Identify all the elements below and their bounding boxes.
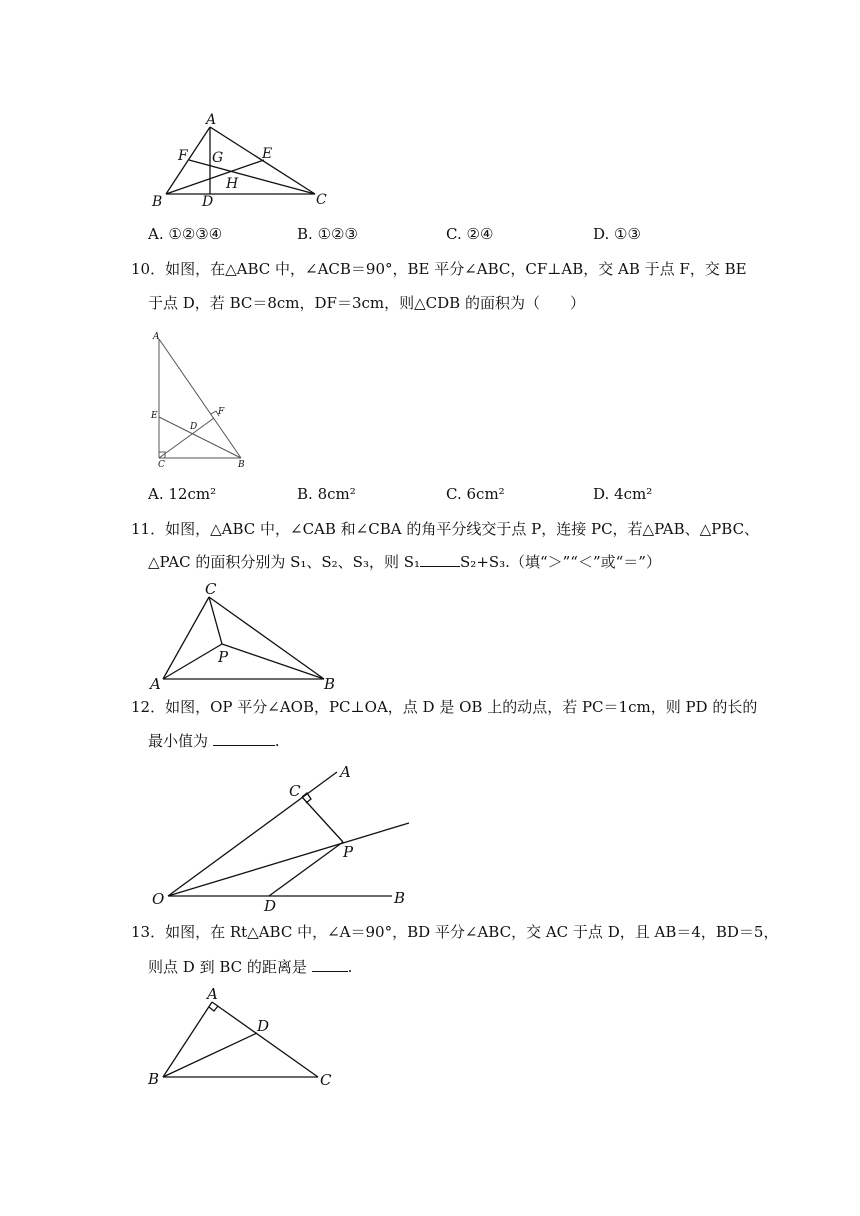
q9-option-c: C. ②④ (446, 225, 494, 243)
q10-option-d: D. 4cm² (593, 485, 653, 503)
q12-text-line1: 12．如图，OP 平分∠AOB，PC⊥OA，点 D 是 OB 上的动点，若 PC＝1cm，则 PD 的长的 (131, 698, 758, 716)
q10-label-b: B (238, 460, 245, 470)
q10-label-a: A (153, 332, 160, 342)
q9-label-g: G (212, 150, 224, 166)
q11-text-line1: 11．如图，△ABC 中，∠CAB 和∠CBA 的角平分线交于点 P，连接 PC，若△PAB、△PBC、 (131, 520, 760, 538)
q10-label-f: F (218, 407, 225, 417)
q9-option-b: B. ①②③ (297, 225, 358, 243)
q9-label-f: F (178, 148, 188, 164)
q9-label-b: B (152, 194, 163, 210)
q10-label-e: E (151, 411, 158, 421)
q13-text-line2: 则点 D 到 BC 的距离是 . (148, 958, 353, 976)
q12-label-p: P (343, 843, 354, 861)
q12-label-c: C (289, 782, 301, 800)
q11-label-c: C (205, 580, 217, 598)
q11-label-p: P (218, 648, 229, 666)
q10-option-a: A. 12cm² (148, 485, 217, 503)
q9-label-a: A (206, 112, 217, 128)
q13-label-c: C (320, 1071, 332, 1089)
q12-text-line2: 最小值为 . (148, 732, 280, 750)
q10-text-line1: 10．如图，在△ABC 中，∠ACB＝90°，BE 平分∠ABC，CF⊥AB，交 AB 于点 F，交 BE (131, 260, 747, 278)
q11-label-b: B (324, 675, 336, 693)
q11-text-line2: △PAC 的面积分别为 S₁、S₂、S₃，则 S₁ S₂+S₃.（填“＞”“＜”或“＝”） (148, 553, 661, 571)
q13-label-b: B (148, 1070, 160, 1088)
q10-text-line2: 于点 D，若 BC＝8cm，DF＝3cm，则△CDB 的面积为（ ） (148, 294, 585, 312)
q13-label-a: A (207, 985, 218, 1003)
q10-label-d: D (190, 422, 198, 432)
q10-option-b: B. 8cm² (297, 485, 356, 503)
q11-label-a: A (150, 675, 161, 693)
q13-text-line1: 13．如图，在 Rt△ABC 中，∠A＝90°，BD 平分∠ABC，交 AC 于点 D，且 AB＝4，BD＝5， (131, 923, 779, 941)
q12-label-o: O (152, 890, 165, 908)
q12-label-a: A (340, 763, 351, 781)
q13-label-d: D (257, 1017, 270, 1035)
q9-label-d: D (202, 194, 214, 210)
q9-label-e: E (262, 146, 273, 162)
q9-option-d: D. ①③ (593, 225, 641, 243)
q12-label-b: B (394, 889, 406, 907)
q9-label-h: H (226, 176, 239, 192)
q9-option-a: A. ①②③④ (148, 225, 223, 243)
q10-label-c: C (158, 460, 165, 470)
q12-label-d: D (264, 897, 277, 915)
q10-option-c: C. 6cm² (446, 485, 505, 503)
q9-label-c: C (316, 192, 327, 208)
